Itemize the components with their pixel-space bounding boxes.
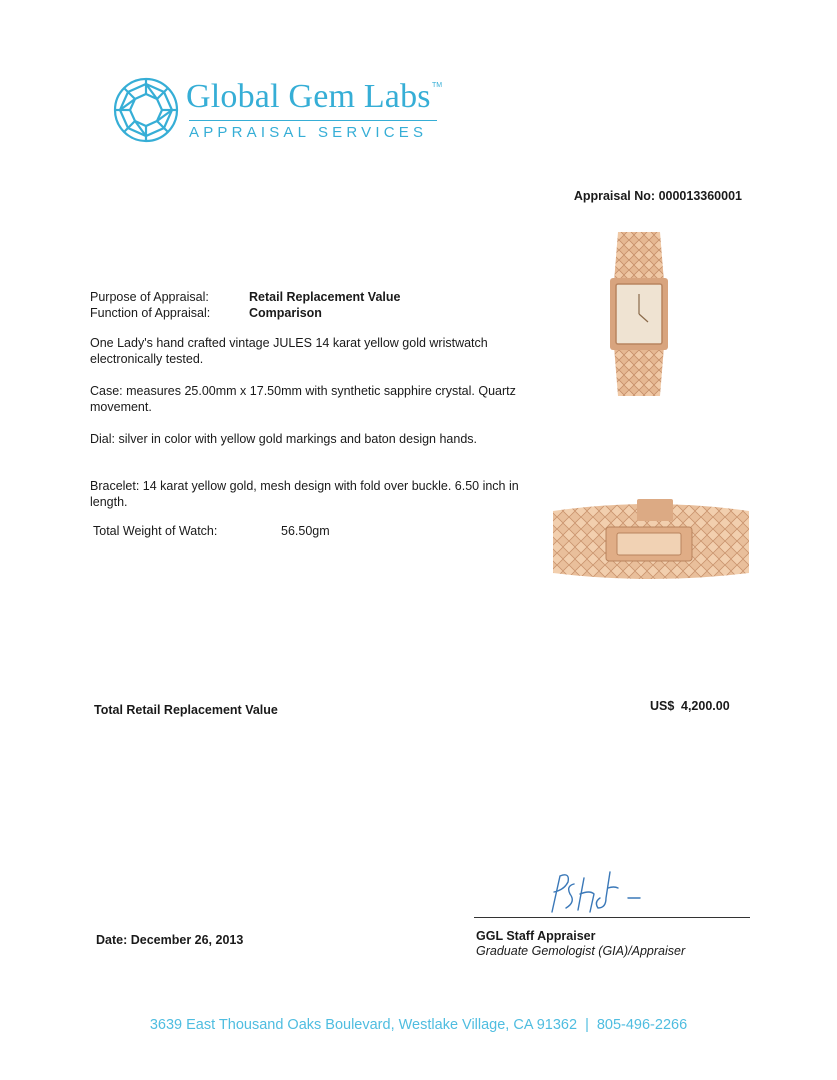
footer-separator: | — [585, 1017, 589, 1033]
appraisal-number-label: Appraisal No: — [573, 189, 656, 203]
function-label: Function of Appraisal: — [90, 306, 211, 320]
appraiser-title: Graduate Gemologist (GIA)/Appraiser — [476, 944, 686, 958]
appraisal-date: Date: December 26, 2013 — [96, 933, 244, 947]
dial-description: Dial: silver in color with yellow gold markings and baton design hands. — [90, 432, 478, 446]
total-amount: 4,200.00 — [681, 699, 730, 713]
weight-value: 56.50gm — [281, 524, 330, 538]
signature-line — [474, 917, 750, 918]
brand-subtitle: APPRAISAL SERVICES — [189, 124, 428, 141]
company-logo — [112, 76, 452, 152]
diamond-icon — [112, 76, 180, 144]
item-description: One Lady's hand crafted vintage JULES 14 karat yellow gold wristwatch electronically tested. — [90, 336, 488, 366]
appraiser-name: GGL Staff Appraiser — [476, 929, 596, 943]
logo-rule — [189, 120, 437, 121]
weight-label: Total Weight of Watch: — [93, 524, 218, 538]
watch-front-photo — [604, 230, 674, 398]
appraisal-number-value: 000013360001 — [658, 189, 742, 203]
case-description: Case: measures 25.00mm x 17.50mm with synthetic sapphire crystal. Quartz movement. — [90, 384, 516, 414]
purpose-label: Purpose of Appraisal: — [90, 290, 209, 304]
footer-phone: 805-496-2266 — [596, 1017, 688, 1033]
weight-row — [93, 524, 330, 538]
appraisal-meta — [90, 289, 400, 321]
bracelet-description: Bracelet: 14 karat yellow gold, mesh design with fold over buckle. 6.50 inch in length. — [90, 479, 519, 509]
footer-address: 3639 East Thousand Oaks Boulevard, Westlake Village, CA 91362 — [149, 1017, 578, 1033]
total-label: Total Retail Replacement Value — [94, 703, 278, 717]
watch-clasp-photo — [551, 493, 751, 585]
trademark: TM — [432, 82, 443, 89]
handwritten-signature — [540, 868, 650, 918]
footer-contact — [0, 1017, 837, 1033]
function-value: Comparison — [249, 306, 322, 320]
appraisal-number — [574, 189, 742, 203]
purpose-value: Retail Replacement Value — [249, 290, 401, 304]
brand-name: Global Gem Labs — [186, 78, 431, 115]
total-currency: US$ — [650, 699, 675, 713]
